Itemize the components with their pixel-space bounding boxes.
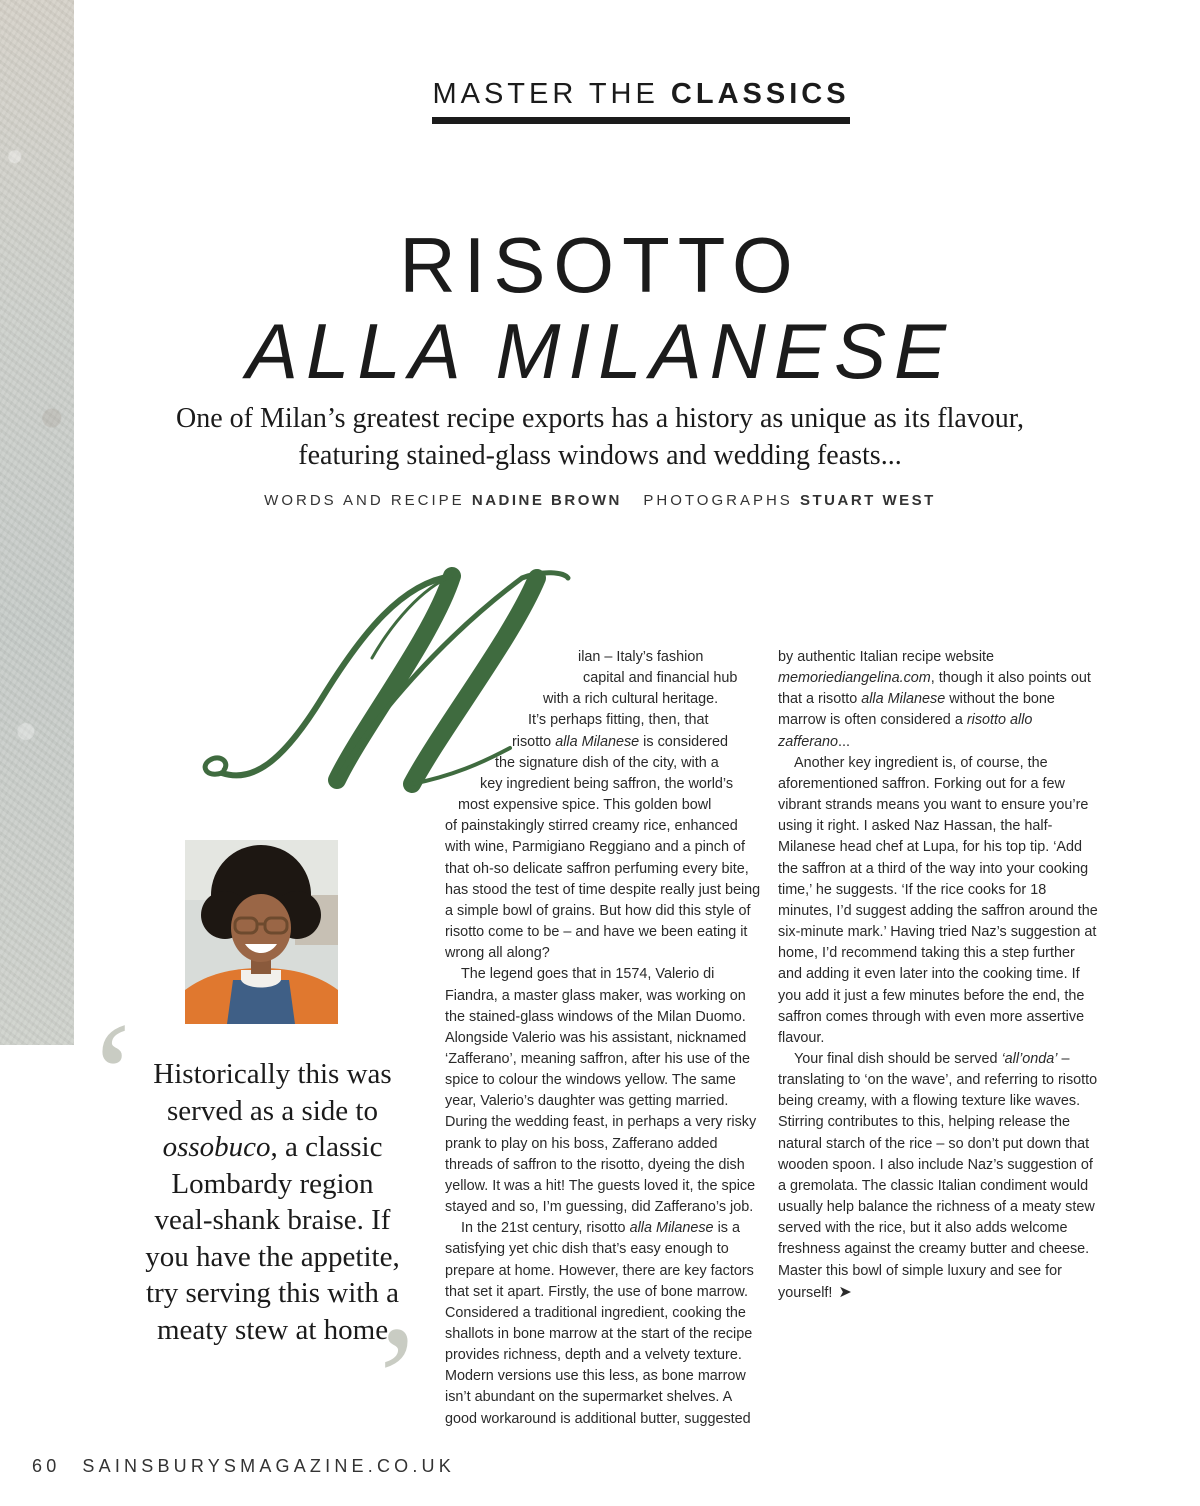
- body-paragraph: Your final dish should be served ‘all’onda’ – translating to ‘on the wave’, and referring to risotto being creamy, with a flowing texture like waves. Stirring contributes to this, helping release the natural starch of the rice – so don’t put down that wooden spoon. I also include Naz’s suggestion of a gremolata. The classic Italian condiment would usually help balance the richness of a meaty stew served with the rice, but it also adds welcome freshness against the creamy butter and cheese. Master this bowl of simple luxury and see for yourself! ➤: [778, 1050, 1098, 1301]
- body-column-2: [778, 647, 1098, 1304]
- body-line: with a rich cultural heritage.: [543, 691, 719, 708]
- kicker-light: MASTER THE: [432, 78, 659, 110]
- open-quote-mark: ‘: [88, 992, 138, 1158]
- close-quote-mark: ’: [372, 1296, 422, 1462]
- author-photo: [185, 840, 338, 1024]
- body-line: risotto alla Milanese is considered: [512, 733, 728, 750]
- page-number: 60: [32, 1456, 61, 1476]
- body-column-1: [445, 647, 761, 1430]
- words-name: NADINE BROWN: [471, 492, 622, 509]
- website-url: SAINSBURYSMAGAZINE.CO.UK: [82, 1456, 455, 1476]
- standfirst: One of Milan’s greatest recipe exports has a history as unique as its flavour, featuring stained-glass windows and wedding feasts...: [176, 403, 1024, 471]
- pull-quote: Historically this was served as a side to ossobuco, a classic Lombardy region veal-shank braise. If you have the appetite, try serving this with a meaty stew at home: [145, 1058, 400, 1346]
- kicker-bold: CLASSICS: [670, 78, 850, 110]
- body-line: most expensive spice. This golden bowl: [458, 797, 712, 814]
- body-line: the signature dish of the city, with a: [495, 754, 719, 771]
- page-footer: [32, 1456, 455, 1477]
- body-paragraph: The legend goes that in 1574, Valerio di Fiandra, a master glass maker, was working on the stained-glass windows of the Milan Duomo. Alongside Valerio was his assistant, nicknamed ‘Zafferano’, meaning saffron, after his use of the spice to colour the windows yellow. The same year, Valerio’s daughter was getting married. During the wedding feast, in perhaps a very risky prank to play on his boss, Zafferano added threads of saffron to the risotto, dyeing the dish yellow. It was a hit! The guests loved it, the spice stayed and so, I’m guessing, did Zafferano’s job.: [445, 966, 757, 1216]
- byline: [0, 492, 1200, 509]
- stone-texture-band: [0, 0, 74, 1045]
- headline-line-2: ALLA MILANESE: [245, 307, 955, 395]
- headline-line-1: RISOTTO: [399, 221, 801, 309]
- section-kicker: [0, 78, 1200, 124]
- end-arrow-icon: ➤: [838, 1283, 852, 1301]
- words-label: WORDS AND RECIPE: [264, 492, 465, 509]
- body-line: capital and financial hub: [583, 670, 738, 687]
- body-paragraph: of painstakingly stirred creamy rice, enhanced with wine, Parmigiano Reggiano and a pinch of that oh-so delicate saffron perfuming every bite, has stood the test of time despite really just being a simple bowl of grains. But how did this style of risotto come to be – and have we been eating it wrong all along?: [445, 818, 761, 962]
- photo-label: PHOTOGRAPHS: [643, 492, 793, 509]
- body-line: ilan – Italy’s fashion: [578, 649, 704, 665]
- body-paragraph: by authentic Italian recipe website memoriediangelina.com, though it also points out that a risotto alla Milanese without the bone marrow is often considered a risotto allo zafferano...: [778, 649, 1091, 750]
- body-paragraph: Another key ingredient is, of course, the aforementioned saffron. Forking out for a few vibrant strands means you want to ensure you’re using it right. I asked Naz Hassan, the half-Milanese head chef at Lupa, for his top tip. ‘Add the saffron at a third of the way into your cooking time,’ he suggests. ‘If the rice cooks for 18 minutes, I’d suggest adding the saffron around the six-minute mark.’ Having tried Naz’s suggestion at home, I’d recommend taking this a step further and adding it even later into the cooking time. If you add it just a few minutes before the end, the saffron comes through with even more assertive flavour.: [778, 754, 1098, 1046]
- body-paragraph: In the 21st century, risotto alla Milanese is a satisfying yet chic dish that’s easy enough to prepare at home. However, there are key factors that set it apart. Firstly, the use of bone marrow. Considered a traditional ingredient, cooking the shallots in bone marrow at the start of the recipe provides richness, depth and a velvety texture. Modern versions use this less, as bone marrow isn’t abundant on the supermarket shelves. A good workaround is additional butter, suggested: [445, 1220, 754, 1427]
- body-line: It’s perhaps fitting, then, that: [528, 712, 709, 729]
- body-line: key ingredient being saffron, the world’s: [480, 775, 734, 792]
- photo-name: STUART WEST: [799, 492, 936, 509]
